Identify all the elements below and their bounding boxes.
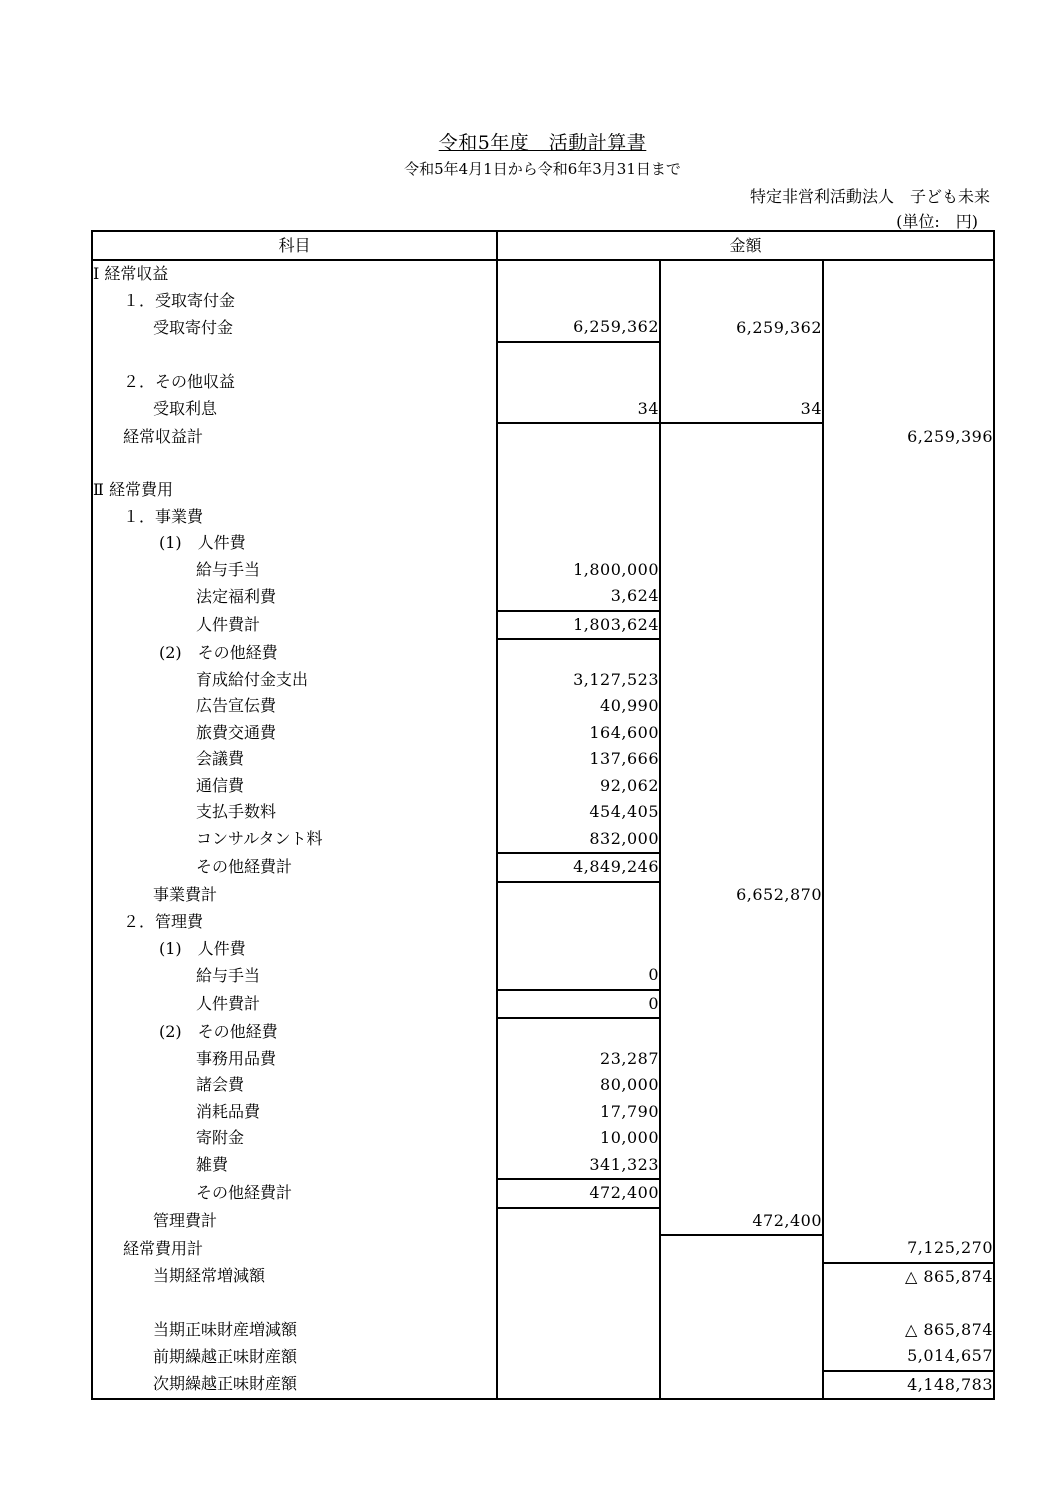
amount-cell [823,396,994,424]
row-label: 経常収益計 [92,423,497,451]
subject-column-header: 科目 [92,231,497,260]
row-label: 受取利息 [92,396,497,424]
amount-cell [823,962,994,990]
amount-cell [660,773,823,800]
table-row [92,260,994,288]
amount-cell: 6,652,870 [660,882,823,910]
amount-cell [823,583,994,611]
table-row [92,853,994,882]
table-row [92,1152,994,1180]
amount-cell [823,451,994,478]
row-label: 前期繰越正味財産額 [92,1343,497,1371]
amount-cell [823,639,994,667]
amount-cell [660,1343,823,1371]
table-row [92,314,994,342]
amount-cell: 10,000 [497,1125,660,1152]
row-label: (1) 人件費 [92,530,497,557]
amount-cell [497,477,660,504]
table-row [92,1018,994,1046]
row-label: Ⅰ 経常収益 [92,260,497,288]
row-label: Ⅱ 経常費用 [92,477,497,504]
row-label: 旅費交通費 [92,720,497,747]
amount-cell [497,1018,660,1046]
row-label: 当期正味財産増減額 [92,1317,497,1344]
table-row [92,477,994,504]
amount-cell [660,369,823,396]
amount-cell [823,314,994,342]
table-row [92,1072,994,1099]
amount-cell: 1,800,000 [497,557,660,584]
amount-cell [660,451,823,478]
row-label: 人件費計 [92,990,497,1019]
amount-cell: 6,259,362 [497,314,660,342]
amount-cell [660,1317,823,1344]
row-label: 次期繰越正味財産額 [92,1371,497,1400]
fiscal-period: 令和5年4月1日から令和6年3月31日まで [404,160,681,178]
amount-cell [660,1263,823,1291]
amount-cell [823,1208,994,1236]
table-row [92,611,994,640]
amount-cell [823,773,994,800]
row-label: 管理費計 [92,1208,497,1236]
table-row [92,639,994,667]
amount-cell [660,1072,823,1099]
row-label: 消耗品費 [92,1099,497,1126]
table-row [92,342,994,370]
amount-cell [823,746,994,773]
amount-cell: 6,259,396 [823,423,994,451]
amount-cell [823,720,994,747]
table-row [92,1317,994,1344]
row-label: 寄附金 [92,1125,497,1152]
row-label: ２．その他収益 [92,369,497,396]
amount-cell [823,1125,994,1152]
amount-cell [497,1208,660,1236]
row-label: ２．管理費 [92,909,497,936]
amount-cell [823,369,994,396]
amount-cell [660,693,823,720]
amount-cell: 341,323 [497,1152,660,1180]
amount-cell [660,530,823,557]
row-label: 当期経常増減額 [92,1263,497,1291]
table-row [92,396,994,424]
amount-cell [823,1290,994,1317]
amount-cell [660,342,823,370]
amount-cell [823,826,994,854]
amount-cell [660,720,823,747]
row-label: 事務用品費 [92,1046,497,1073]
amount-cell [823,1152,994,1180]
amount-cell [497,882,660,910]
amount-cell [497,1290,660,1317]
row-label: 雑費 [92,1152,497,1180]
table-row [92,288,994,315]
amount-column-header: 金額 [497,231,994,260]
table-row [92,1046,994,1073]
amount-cell [823,288,994,315]
amount-cell [660,990,823,1019]
amount-cell: 92,062 [497,773,660,800]
table-row [92,423,994,451]
amount-cell: △ 865,874 [823,1263,994,1291]
amount-cell: 164,600 [497,720,660,747]
amount-cell [660,1371,823,1400]
document-title: 令和5年度 活動計算書 [438,132,647,154]
table-row [92,369,994,396]
row-label [92,451,497,478]
amount-cell [660,423,823,451]
amount-cell [497,936,660,963]
row-label: (2) その他経費 [92,1018,497,1046]
amount-cell [497,1235,660,1263]
amount-cell [660,746,823,773]
row-label: 受取寄付金 [92,314,497,342]
amount-cell [660,1046,823,1073]
amount-cell [823,260,994,288]
amount-cell [497,451,660,478]
table-row [92,1371,994,1400]
amount-cell [497,504,660,531]
amount-cell: 5,014,657 [823,1343,994,1371]
table-row [92,693,994,720]
amount-cell [823,1099,994,1126]
table-row [92,1179,994,1208]
amount-cell: 23,287 [497,1046,660,1073]
amount-cell [823,342,994,370]
amount-cell [660,853,823,882]
amount-cell [660,557,823,584]
row-label: 経常費用計 [92,1235,497,1263]
table-row [92,882,994,910]
amount-cell [823,477,994,504]
table-row [92,504,994,531]
amount-cell: 137,666 [497,746,660,773]
amount-cell [660,1179,823,1208]
amount-cell [497,1317,660,1344]
row-label: 事業費計 [92,882,497,910]
table-row [92,1263,994,1291]
table-row [92,583,994,611]
amount-cell [497,1343,660,1371]
amount-cell: 472,400 [660,1208,823,1236]
amount-cell: 34 [497,396,660,424]
amount-cell [660,826,823,854]
table-header-row [92,231,994,260]
amount-cell [660,799,823,826]
amount-cell [660,1290,823,1317]
amount-cell [660,260,823,288]
table-row [92,1343,994,1371]
row-label [92,342,497,370]
row-label: 支払手数料 [92,799,497,826]
amount-cell [660,962,823,990]
row-label: コンサルタント料 [92,826,497,854]
amount-cell [497,260,660,288]
amount-cell [823,909,994,936]
amount-cell [660,1235,823,1263]
amount-cell [497,1263,660,1291]
organization-name: 特定非営利活動法人 子ども未来 [749,187,990,206]
table-row [92,720,994,747]
amount-cell [660,936,823,963]
amount-cell [660,1018,823,1046]
table-row [92,1125,994,1152]
amount-cell [660,477,823,504]
amount-cell [660,909,823,936]
amount-cell [660,583,823,611]
amount-cell [823,530,994,557]
amount-cell: 0 [497,990,660,1019]
row-label: 法定福利費 [92,583,497,611]
amount-cell [660,611,823,640]
currency-unit: (単位: 円) [896,212,978,231]
row-label: 人件費計 [92,611,497,640]
amount-cell: 17,790 [497,1099,660,1126]
table-row [92,1235,994,1263]
amount-cell [823,882,994,910]
table-row [92,530,994,557]
amount-cell: 1,803,624 [497,611,660,640]
amount-cell [823,1046,994,1073]
row-label: 給与手当 [92,557,497,584]
table-row [92,667,994,694]
amount-cell: 454,405 [497,799,660,826]
amount-cell [823,990,994,1019]
amount-cell [497,639,660,667]
table-row [92,799,994,826]
amount-cell: 34 [660,396,823,424]
amount-cell [497,342,660,370]
table-row [92,990,994,1019]
amount-cell [497,909,660,936]
row-label: その他経費計 [92,853,497,882]
amount-cell [660,1125,823,1152]
amount-cell [823,693,994,720]
amount-cell: 3,624 [497,583,660,611]
activity-statement-table [91,230,995,1400]
row-label: 通信費 [92,773,497,800]
amount-cell [497,530,660,557]
amount-cell [660,639,823,667]
amount-cell [823,1179,994,1208]
amount-cell [823,799,994,826]
amount-cell: 4,849,246 [497,853,660,882]
amount-cell [660,667,823,694]
table-row [92,936,994,963]
amount-cell: 0 [497,962,660,990]
amount-cell [660,1152,823,1180]
row-label: 会議費 [92,746,497,773]
table-row [92,826,994,854]
table-row [92,773,994,800]
table-row [92,451,994,478]
amount-cell [823,936,994,963]
amount-cell [497,1371,660,1400]
amount-cell [660,1099,823,1126]
row-label: 育成給付金支出 [92,667,497,694]
table-row [92,1290,994,1317]
amount-cell [823,504,994,531]
amount-cell: 6,259,362 [660,314,823,342]
amount-cell: 40,990 [497,693,660,720]
amount-cell [823,1072,994,1099]
amount-cell [497,423,660,451]
row-label [92,1290,497,1317]
row-label: (1) 人件費 [92,936,497,963]
amount-cell [497,369,660,396]
table-row [92,909,994,936]
amount-cell: 7,125,270 [823,1235,994,1263]
amount-cell: 472,400 [497,1179,660,1208]
table-row [92,1208,994,1236]
row-label: その他経費計 [92,1179,497,1208]
amount-cell [823,853,994,882]
row-label: 給与手当 [92,962,497,990]
table-row [92,1099,994,1126]
table-row [92,557,994,584]
amount-cell: 3,127,523 [497,667,660,694]
amount-cell: △ 865,874 [823,1317,994,1344]
amount-cell [660,504,823,531]
row-label: (2) その他経費 [92,639,497,667]
row-label: １．受取寄付金 [92,288,497,315]
amount-cell: 832,000 [497,826,660,854]
table-row [92,962,994,990]
table-row [92,746,994,773]
amount-cell [823,557,994,584]
row-label: 広告宣伝費 [92,693,497,720]
row-label: 諸会費 [92,1072,497,1099]
amount-cell: 4,148,783 [823,1371,994,1400]
amount-cell [497,288,660,315]
amount-cell [823,667,994,694]
amount-cell [823,611,994,640]
amount-cell [660,288,823,315]
row-label: １．事業費 [92,504,497,531]
amount-cell: 80,000 [497,1072,660,1099]
amount-cell [823,1018,994,1046]
